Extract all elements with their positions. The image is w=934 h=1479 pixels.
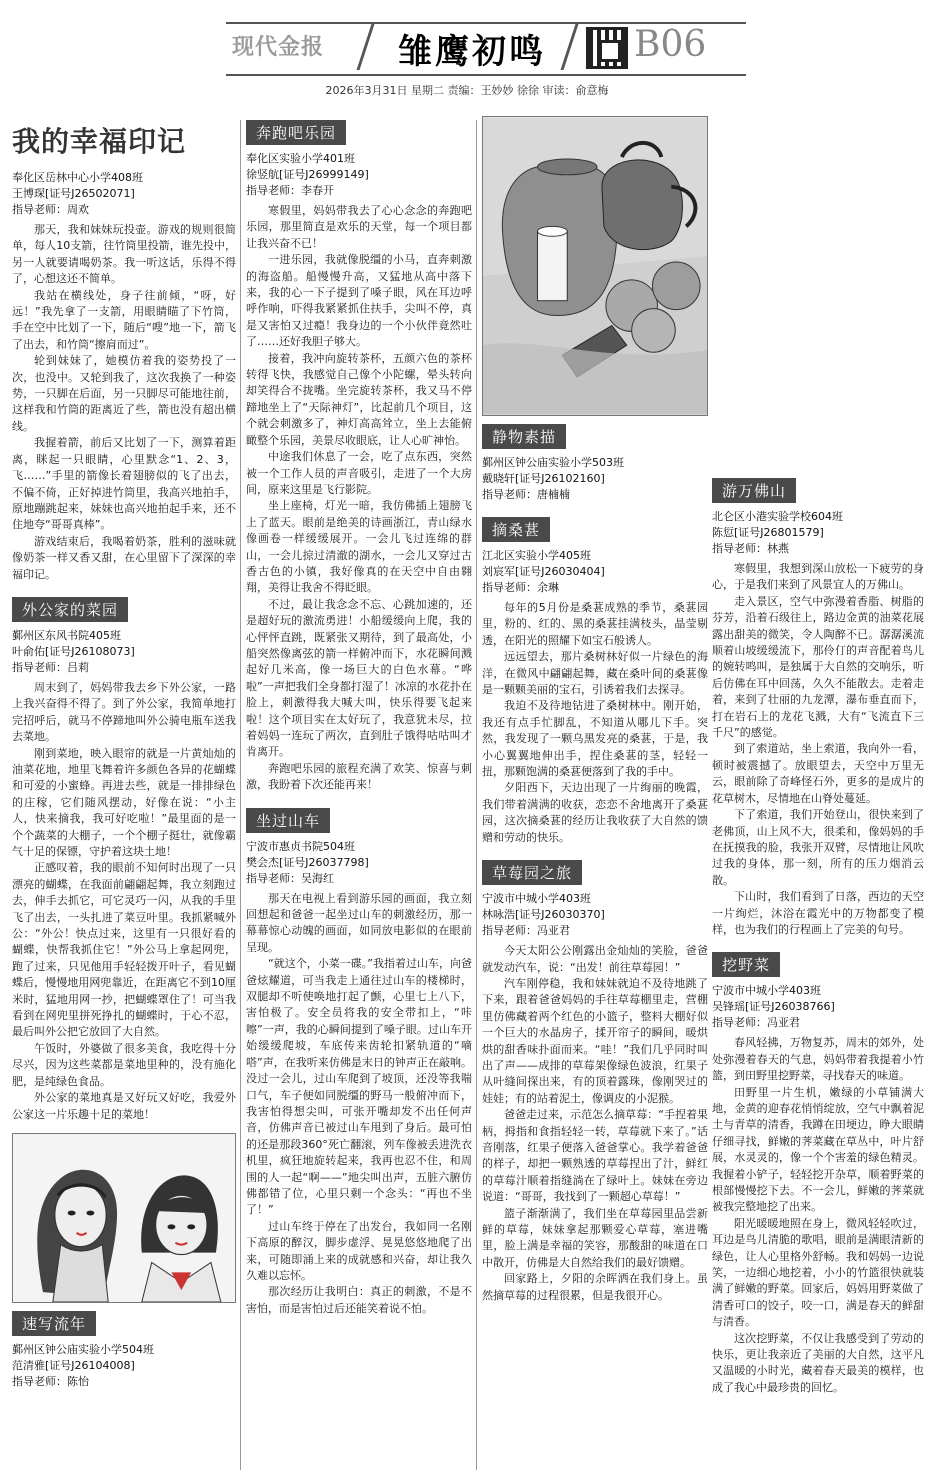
qr-code-icon <box>586 27 628 69</box>
paragraph: 正感叹着，我的眼前不知何时出现了一只漂亮的蝴蝶，在我面前翩翩起舞，我立刻跑过去，伸手去抓它，可它灵巧一闪，从我的手里飞了出去，一头扎进了菜豆叶里。我抓紧喊外公：“外公！快点过来，这里有一只很好看的蝴蝶，快帮我抓住它！”外公马上拿起网兜，跑了过来，只见他用手轻轻拨开叶子，看见蝴蝶后，慢慢地用网兜靠近，在距离它不到10厘米时，猛地用网一抄，把蝴蝶罩住了！可当我看到在网兜里拼死挣扎的蝴蝶时，于心不忍，最后叫外公把它放回了大自然。 <box>12 861 236 1039</box>
teacher: 指导老师：冯亚君 <box>712 1016 800 1030</box>
paragraph: “就这个，小菜一碟。”我指着过山车，向爸爸炫耀道，可当我走上通往过山车的楼梯时，双腿却不听使唤地打起了颤，心里七上八下，害怕极了。安全员将我的安全带扣上，“咔嚓”一声，我的心瞬间提到了嗓子眼。过山车开始缓缓爬坡，车底传来齿轮扣紧轨道的“嘀嗒”声，在我听来仿佛是末日的钟声正在敲响。没过一会儿，过山车爬到了坡顶，还没等我喘口气，车子便如同脱缰的野马一般俯冲而下，我害怕得想尖叫，可张开嘴却发不出任何声音，仿佛声音已被过山车甩到了身后。最可怕的还是那段360°死亡翻滚，列车像被丢进洗衣机里，疯狂地旋转起来，我再也忍不住，和周围的人一起“啊——”地尖叫出声，五脏六腑仿佛都错了位，心里只剩一个念头：“再也不坐了！” <box>246 957 472 1217</box>
article-title: 挖野菜 <box>712 952 780 977</box>
paper-name: 现代金报 <box>232 34 325 60</box>
author: 王博琛[证号J26502071] <box>12 187 135 200</box>
still-life-sketch-image <box>482 116 708 416</box>
school: 奉化区岳林中心小学408班 <box>12 171 143 184</box>
paragraph: 每年的5月份是桑葚成熟的季节，桑葚园里，粉的、红的、黑的桑葚挂满枝头，晶莹剔透，在阳光的照耀下如宝石般诱人。 <box>482 601 708 647</box>
teacher: 指导老师：冯亚君 <box>482 924 570 938</box>
paragraph: 我站在横线处，身子往前倾，“呀，好远！”我先拿了一支箭，用眼睛瞄了下竹筒，手在空中比划了一下，随后“嗖”地一下，箭飞了出去，和竹筒“擦肩而过”。 <box>12 288 236 351</box>
teacher: 指导老师：余琳 <box>482 581 559 594</box>
school: 江北区实验小学405班 <box>482 549 591 562</box>
paragraph: 汽车刚停稳，我和妹妹就迫不及待地跳了下来，跟着爸爸妈妈的手往草莓棚里走，营棚里仿佛藏着两个红色的小篮子，整料大棚好似一个巨大的水晶房子，揉开帘子的瞬间，暖烘烘的甜香味扑面而来。“哇！”我们几乎同时叫出了声——成排的草莓架像绿色波浪，红果子从叶缝间探出来，有的顶着露珠，像刚哭过的娃娃；有的站着泥土，像调皮的小泥猴。 <box>482 976 708 1105</box>
author: 吴锋瑶[证号J26038766] <box>712 1000 835 1014</box>
masthead-bottom-rule <box>226 74 746 76</box>
article-body <box>246 203 472 794</box>
teacher: 指导老师：周欢 <box>12 203 89 216</box>
article-title: 游万佛山 <box>712 478 796 503</box>
paragraph: 一进乐园，我就像脱缰的小马，直奔刺激的海盗船。船慢慢升高，又猛地从高中落下来，我的心一下子提到了嗓子眼，风在耳边呼呼作响，吓得我紧紧抓住扶手，尖叫不停，真是又害怕又过瘾！我身边的一个小伙伴竟然吐了……还好我胆子够大。 <box>246 253 472 349</box>
author: 范清雅[证号J26104008] <box>12 1358 135 1372</box>
school: 鄞州区东风书院405班 <box>12 628 121 642</box>
school: 北仑区小港实验学校604班 <box>712 510 843 523</box>
article-title: 外公家的菜园 <box>12 597 128 622</box>
paragraph: 过山车终于停在了出发台，我如同一名刚下高原的醉汉，脚步虚浮、晃晃悠悠地爬了出来，可随即涌上来的成就感和兴奋，却让我久久难以忘怀。 <box>246 1219 472 1282</box>
author: 徐竖航[证号J26999149] <box>246 168 369 181</box>
paragraph: 中途我们休息了一会，吃了点东西，突然被一个工作人员的声音吸引，走进了一个大房间，原来这里是飞行影院。 <box>246 450 472 496</box>
author: 林咏浩[证号J26030370] <box>482 908 605 922</box>
column-4 <box>712 474 924 1406</box>
paragraph: 那次经历让我明白：真正的刺激，不是不害怕，而是害怕过后还能笑着说不怕。 <box>246 1285 472 1315</box>
article-strawberry <box>482 856 708 1304</box>
column-3 <box>482 116 708 1314</box>
column-divider <box>476 120 477 1470</box>
paragraph: 到了索道站，坐上索道，我向外一看，顿时被震撼了。放眼望去，天空中万里无云，眼前除了奇峰怪石外，更多的是成片的花草树木，尽情地在山脊处蔓延。 <box>712 742 924 805</box>
article-wild-herbs <box>712 948 924 1396</box>
paragraph: 爸爸走过来，示范怎么摘草莓：“手捏着果柄，拇指和食指轻轻一转，草莓就下来了。”话音刚落，红果子便落入爸爸掌心。我学着爸爸的样子，却把一颗熟透的草莓捏出了汁，鲜红的草莓汁顺着指缝淌在了绿叶上。妹妹在旁边说道：“哥哥，我找到了一颗超心草莓！” <box>482 1108 708 1204</box>
paragraph: 回家路上，夕阳的余晖洒在我们身上。虽然摘草莓的过程很累，但是我很开心。 <box>482 1272 708 1302</box>
article-garden <box>12 593 236 1123</box>
school: 宁波市中城小学403班 <box>482 892 591 906</box>
author: 樊会杰[证号J26037798] <box>246 855 369 869</box>
article-body <box>12 680 236 1123</box>
article-body <box>482 943 708 1304</box>
paragraph: 午饭时，外婆做了很多美食，我吃得十分尽兴，因为这些菜都是菜地里种的，没有施化肥，是纯绿色食品。 <box>12 1041 236 1088</box>
article-title: 速写流年 <box>12 1311 96 1336</box>
masthead <box>0 0 934 100</box>
author: 刘宸军[证号J26030404] <box>482 565 605 578</box>
paragraph: 游戏结束后，我喝着奶茶，胜利的滋味就像奶茶一样又香又甜，在心里留下了深深的幸福印记。 <box>12 534 236 581</box>
paragraph: 那天在电视上看到游乐园的画面，我立刻回想起和爸爸一起坐过山车的刺激经历，那一幕幕惊心动魄的画面，如同放电影似的在眼前呈现。 <box>246 891 472 954</box>
teacher: 指导老师：唐楠楠 <box>482 488 570 501</box>
school: 宁波市中城小学403班 <box>712 984 821 998</box>
masthead-divider <box>357 24 375 70</box>
article-park <box>246 116 472 794</box>
author: 叶俞佑[证号J26108073] <box>12 644 135 658</box>
school: 宁波市惠贞书院504班 <box>246 839 355 853</box>
article-touhu <box>12 170 236 583</box>
teacher: 指导老师：陈怡 <box>12 1374 89 1388</box>
column-divider <box>240 120 241 1470</box>
paragraph: 下山时，我们看到了日落，西边的天空一片绚烂，沐浴在霞光中的万物都变了模样，也为我们的行程画上了完美的句号。 <box>712 890 924 936</box>
sketch-portraits-image <box>12 1133 236 1303</box>
article-title: 摘桑葚 <box>482 517 550 542</box>
article-title: 坐过山车 <box>246 808 330 833</box>
article-title: 草莓园之旅 <box>482 860 582 885</box>
author: 戴晓轩[证号J26102160] <box>482 472 605 485</box>
article-body <box>246 891 472 1318</box>
article-rollercoaster <box>246 804 472 1318</box>
article-title: 静物素描 <box>482 424 566 449</box>
teacher: 指导老师：吕莉 <box>12 660 89 674</box>
paragraph: 坐上座椅，灯光一暗，我仿佛插上翅膀飞上了蓝天。眼前是绝美的诗画浙江，青山绿水像画卷一样缓缓展开。一会儿飞过连绵的群山，一会儿掠过清澈的湖水，一会儿又穿过古香古色的小镇，我好像真的在天空中自由翱翔，美得让我舍不得眨眼。 <box>246 499 472 595</box>
article-body <box>712 1035 924 1396</box>
paragraph: 远远望去，那片桑树林好似一片绿色的海洋，在微风中翩翩起舞，藏在桑叶间的桑葚像是一颗颗美丽的宝石，引诱着我们去探寻。 <box>482 650 708 697</box>
paragraph: 接着，我冲向旋转茶杯，五颜六色的茶杯转得飞快，我感觉自己像个小陀螺，晕头转向却笑得合不拢嘴。坐完旋转茶杯，我又马不停蹄地坐上了“天际神灯”，比起前几个项目，这个就会刺激多了，神灯高高耸立，坐上去能俯瞰整个乐园，美景尽收眼底，让人心旷神怡。 <box>246 351 472 447</box>
paragraph: 不过，最让我念念不忘、心跳加速的，还是超好玩的激流勇进！小船缓缓向上爬，我的心怦怦直跳，既紧张又期待，到了最高处，小船突然像离弦的箭一样俯冲而下，水花瞬间溅起好几米高，像一场巨大的白色水幕。“哗啦”一声把我们全身都打湿了！冰凉的水花扑在脸上，刺激得我大喊大叫，快乐得要飞起来啦！这个项目实在太好玩了，我意犹未尽，拉着妈妈一连玩了两次，直到肚子饿得咕咕叫才肯离开。 <box>246 597 472 759</box>
article-wanfo-mountain <box>712 474 924 938</box>
teacher: 指导老师：林燕 <box>712 542 789 555</box>
article-still-life <box>482 116 708 503</box>
teacher: 指导老师：李春开 <box>246 184 334 197</box>
feature-title: 我的幸福印记 <box>12 125 187 158</box>
article-body <box>482 600 708 846</box>
teacher: 指导老师：吴海红 <box>246 871 334 885</box>
paragraph: 刚到菜地，映入眼帘的就是一片黄灿灿的油菜花地，地里飞舞着许多颜色各异的花蝴蝶和可爱的小蜜蜂。再进去些，就是一排排绿色的庄稼，它们随风摆动，好像在说：“小主人，快来摘我，我可好吃啦！”最里面的是一个个蔬菜的大棚子，一个个棚子挺壮，就像霸气十足的保镖，守护着这块土地！ <box>12 746 236 858</box>
paragraph: 寒假里，我想到深山放松一下疲劳的身心，于是我们来到了风景宜人的万佛山。 <box>712 562 924 592</box>
paragraph: 我握着箭，前后又比划了一下，测算着距离，眯起一只眼睛，心里默念“1、2、3，飞……”手里的箭像长着翅膀似的飞了出去，不偏不倚，正好掉进竹筒里，我高兴地拍手，原地蹦跳起来，妹妹也高兴地拍起手来，还不住地夸“哥哥真棒”。 <box>12 436 236 532</box>
school: 鄞州区钟公庙实验小学504班 <box>12 1342 154 1356</box>
paragraph: 下了索道，我们开始登山，很快来到了老佛顶，山上风不大，很柔和，像妈妈的手在抚摸我的脸，我张开双臂，尽情地让风吹过我的身体，那一刻，所有的压力烟消云散。 <box>712 808 924 887</box>
paragraph: 那天，我和妹妹玩投壶。游戏的规则很简单，每人10支箭，往竹筒里投箭，谁先投中，另一人就要请喝奶茶。我一听这话，乐得不得了，心想这还不简单。 <box>12 223 236 286</box>
paragraph: 周末到了，妈妈带我去乡下外公家，一路上我兴奋得不得了。到了外公家，我简单地打完招呼后，就马不停蹄地叫外公骑电瓶车送我去菜地。 <box>12 680 236 744</box>
paragraph: 阳光暖暖地照在身上，微风轻轻吹过，耳边是鸟儿清脆的歌唱，眼前是满眼清新的绿色，让人心里格外舒畅。我和妈妈一边说笑，一边细心地挖着，小小的竹篮很快就装满了鲜嫩的野菜。回家后，妈妈用野菜做了清香可口的饺子，咬一口，满是春天的鲜甜与清香。 <box>712 1216 924 1329</box>
dateline: 2026年3月31日 星期二 责编：王妙妙 徐徐 审读：俞意梅 <box>325 84 609 97</box>
school: 奉化区实验小学401班 <box>246 152 355 165</box>
column-2 <box>246 116 472 1327</box>
article-body <box>712 561 924 938</box>
paragraph: 走入景区，空气中弥漫着香脂、树脂的芬芳，沿着石级往上，路边金黄的油菜花展露出甜美的微笑，令人陶醉不已。潺潺溪流顺着山坡缓缓流下，那伶仃的声音配着鸟儿的婉转鸣叫，是独属于大自然的交响乐，听后仿佛在耳中回荡，久久不能散去。走着走着，来到了壮丽的九龙潭，瀑布垂直而下，打在岩石上的龙花飞溅，大有“飞流直下三千尺”的感觉。 <box>712 594 924 740</box>
article-mulberry <box>482 513 708 846</box>
masthead-divider <box>561 24 579 70</box>
paragraph: 今天太阳公公刚露出金灿灿的笑脸，爸爸就发动汽车，说：“出发！前往草莓园！” <box>482 944 708 974</box>
paragraph: 这次挖野菜，不仅让我感受到了劳动的快乐，更让我亲近了美丽的大自然，这平凡又温暖的小时光，藏着春天最美的模样，也成了我心中最珍贵的回忆。 <box>712 1331 924 1394</box>
page-number: B06 <box>634 24 707 65</box>
school: 鄞州区钟公庙实验小学503班 <box>482 456 624 469</box>
paragraph: 外公家的菜地真是又好玩又好吃，我爱外公家这一片乐趣十足的菜地！ <box>12 1091 236 1121</box>
article-title: 奔跑吧乐园 <box>246 120 346 145</box>
paragraph: 我迫不及待地钻进了桑树林中。刚开始，我还有点手忙脚乱，不知道从哪儿下手。突然，我发现了一颗乌黑发亮的桑葚，于是，我小心翼翼地伸出手，捏住桑葚的茎，轻轻一扭，那颗饱满的桑葚便落到了我的手中。 <box>482 699 708 779</box>
article-sketch-portraits <box>12 1133 236 1390</box>
author: 陈愆[证号J26801579] <box>712 526 824 539</box>
paragraph: 夕阳西下，天边出现了一片绚丽的晚霞，我们带着满满的收获，恋恋不舍地离开了桑葚园，这次摘桑葚的经历让我收获了大自然的馈赠和劳动的快乐。 <box>482 781 708 844</box>
paragraph: 篮子渐渐满了，我们坐在草莓园里品尝新鲜的草莓，妹妹拿起那颗爱心草莓，塞进嘴里，脸上满是幸福的笑容，那酸甜的味道在口中散开，仿佛是大自然给我们的最好馈赠。 <box>482 1206 708 1269</box>
paragraph: 奔跑吧乐园的旅程充满了欢笑、惊喜与刺激，我盼着下次还能再来！ <box>246 761 472 792</box>
paragraph: 春风轻拂，万物复苏，周末的郊外，处处弥漫着春天的气息，妈妈带着我提着小竹篮，到田野里挖野菜，寻找春天的味道。 <box>712 1036 924 1083</box>
paragraph: 田野里一片生机，嫩绿的小草铺满大地，金黄的迎春花悄悄绽放，空气中飘着泥土与青草的清香，我蹲在田埂边，睁大眼睛仔细寻找，鲜嫩的荠菜藏在草丛中，叶片舒展，水灵灵的，像一个个害羞的绿色精灵。我握着小铲子，轻轻挖开杂草，顺着野菜的根部慢慢挖下去。不一会儿，鲜嫩的荠菜就被我完整地挖了出来。 <box>712 1085 924 1214</box>
column-1 <box>12 116 236 1400</box>
paragraph: 轮到妹妹了，她模仿着我的姿势投了一次，也没中。又轮到我了，这次我换了一种姿势，一只脚在后面，另一只脚尽可能地往前，这样我和竹筒的距离近了些，箭也没有超出横线。 <box>12 354 236 433</box>
article-body <box>12 222 236 583</box>
paragraph: 寒假里，妈妈带我去了心心念念的奔跑吧乐园，那里简直是欢乐的天堂，每一个项目都让我兴奋不已！ <box>246 204 472 250</box>
section-name: 雏鹰初鸣 <box>398 32 546 72</box>
